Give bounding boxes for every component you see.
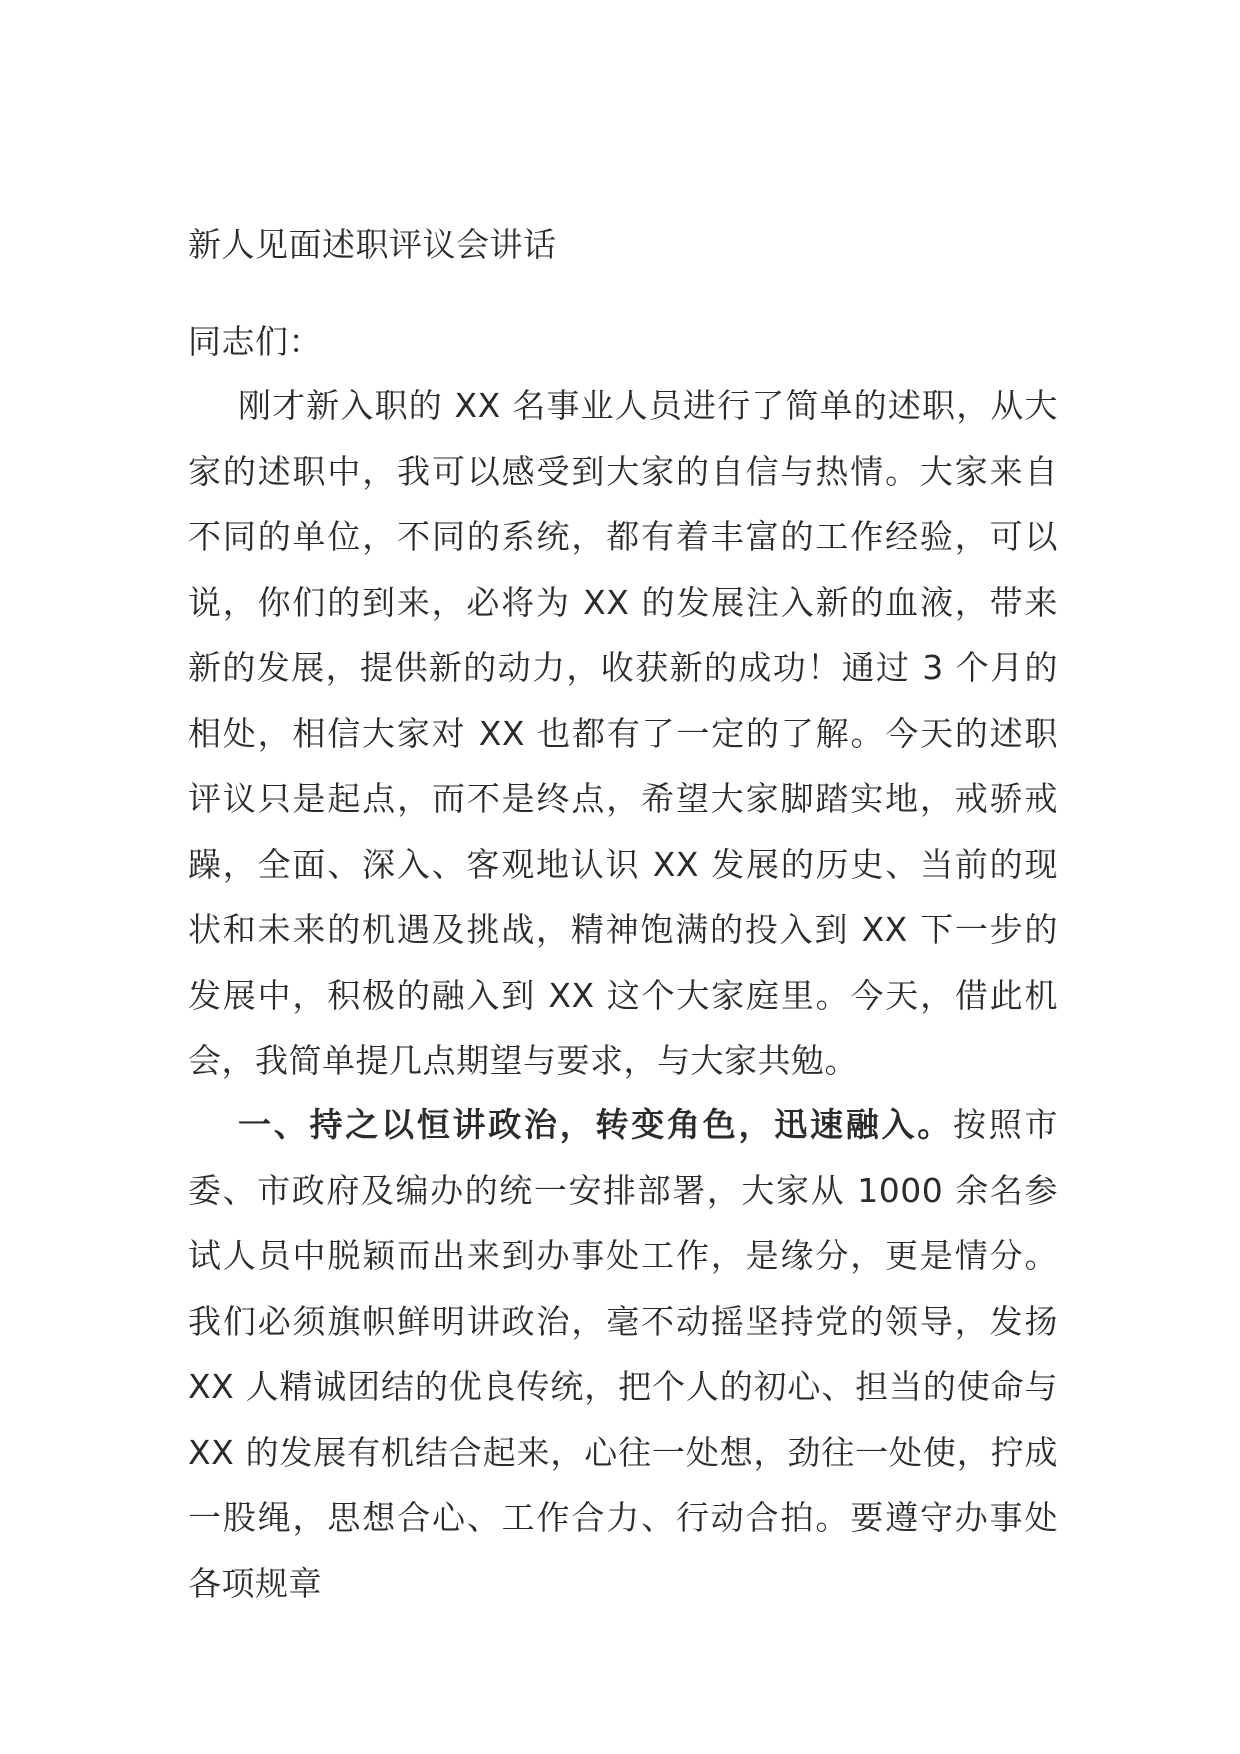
paragraph-opening: 刚才新入职的 XX 名事业人员进行了简单的述职，从大家的述职中，我可以感受到大家的自信与热情。大家来自不同的单位，不同的系统，都有着丰富的工作经验，可以说，你们的到来，必将为 XX 的发展注入新的血液，带来新的发展，提供新的动力，收获新的成功！通过 3 个月的相处，相信大家对 XX 也都有了一定的了解。今天的述职评议只是起点，而不是终点，希望大家脚踏实地，戒骄戒躁，全面、深入、客观地认识 XX 发展的历史、当前的现状和未来的机遇及挑战，精神饱满的投入到 XX 下一步的发展中，积极的融入到 XX 这个大家庭里。今天，借此机会，我简单提几点期望与要求，与大家共勉。 [188,386,1058,1080]
section-one-heading: 一、持之以恒讲政治，转变角色，迅速融入。 [238,1105,953,1144]
section-one-body: 按照市委、市政府及编办的统一安排部署，大家从 1000 余名参试人员中脱颖而出来到办事处工作，是缘分，更是情分。我们必须旗帜鲜明讲政治，毫不动摇坚持党的领导，发扬 XX 人精诚团结的优良传统，把个人的初心、担当的使命与 XX 的发展有机结合起来，心往一处想，劲往一处使，拧成一股绳，思想合心、工作合力、行动合拍。要遵守办事处各项规章 [188,1105,1058,1603]
document-title: 新人见面述职评议会讲话 [188,225,557,264]
paragraph-section-one [188,1092,1058,1616]
salutation: 同志们： [188,322,322,361]
